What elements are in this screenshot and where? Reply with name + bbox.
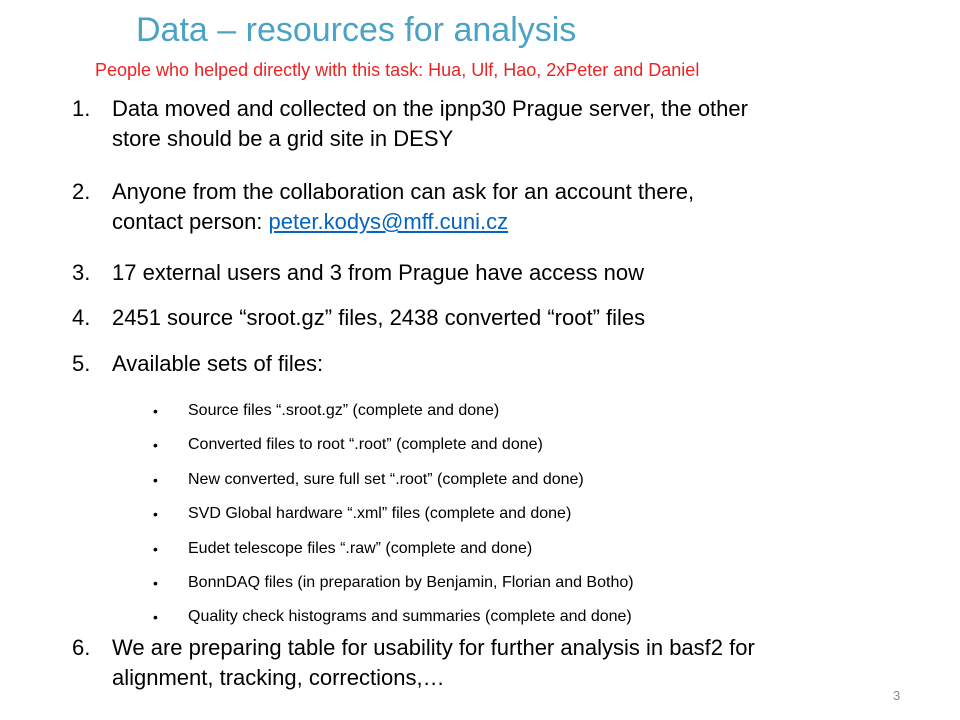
item-number: 3.: [72, 260, 91, 285]
item-line: alignment, tracking, corrections,…: [112, 665, 445, 690]
file-sets-list: [153, 396, 634, 637]
bullet-icon: •: [153, 609, 158, 626]
bullet-text: BonnDAQ files (in preparation by Benjamin, Florian and Botho): [188, 573, 634, 591]
item-number: 5.: [72, 351, 91, 376]
bullet-icon: •: [153, 540, 158, 557]
bullet-text: Source files “.sroot.gz” (complete and done): [188, 402, 500, 419]
helpers-credit: People who helped directly with this task: Hua, Ulf, Hao, 2xPeter and Daniel: [95, 60, 700, 80]
bullet-text: Eudet telescope files “.raw” (complete and done): [188, 539, 533, 557]
item-text: [112, 177, 694, 237]
bullet-icon: •: [153, 574, 158, 591]
bullet-icon: •: [153, 437, 158, 454]
bullet-icon: •: [153, 506, 158, 523]
item-line: store should be a grid site in DESY: [112, 126, 454, 151]
item-number: 4.: [72, 305, 91, 330]
bullet-text: Converted files to root “.root” (complete and done): [188, 436, 543, 454]
list-item: [153, 602, 634, 636]
bullet-text: Quality check histograms and summaries (complete and done): [188, 608, 632, 626]
item-line: We are preparing table for usability for further analysis in basf2 for: [112, 635, 755, 660]
bullet-icon: •: [153, 403, 158, 419]
item-number: 2.: [72, 179, 91, 204]
contact-email-link[interactable]: peter.kodys@mff.cuni.cz: [268, 209, 509, 234]
item-text: [112, 633, 755, 693]
list-item: [153, 534, 634, 568]
item-number: 6.: [72, 635, 91, 660]
bullet-icon: •: [153, 471, 158, 488]
list-item: [153, 430, 634, 464]
item-line-with-link: [112, 207, 694, 237]
slide-title: Data – resources for analysis: [136, 11, 577, 49]
list-item: [153, 499, 634, 533]
list-item: [153, 465, 634, 499]
page-number: 3: [893, 688, 901, 703]
bullet-text: SVD Global hardware “.xml” files (complete and done): [188, 505, 572, 523]
item-number: 1.: [72, 96, 91, 121]
contact-label: contact person:: [112, 209, 269, 234]
item-text: Available sets of files:: [112, 351, 324, 376]
item-text: [112, 94, 748, 154]
item-text: 2451 source “sroot.gz” files, 2438 converted “root” files: [112, 305, 646, 330]
list-item: [153, 568, 634, 602]
item-text: 17 external users and 3 from Prague have access now: [112, 260, 644, 285]
item-line: Anyone from the collaboration can ask for an account there,: [112, 179, 695, 204]
list-item: [153, 396, 634, 430]
item-line: Data moved and collected on the ipnp30 Prague server, the other: [112, 96, 748, 121]
bullet-text: New converted, sure full set “.root” (complete and done): [188, 470, 584, 488]
